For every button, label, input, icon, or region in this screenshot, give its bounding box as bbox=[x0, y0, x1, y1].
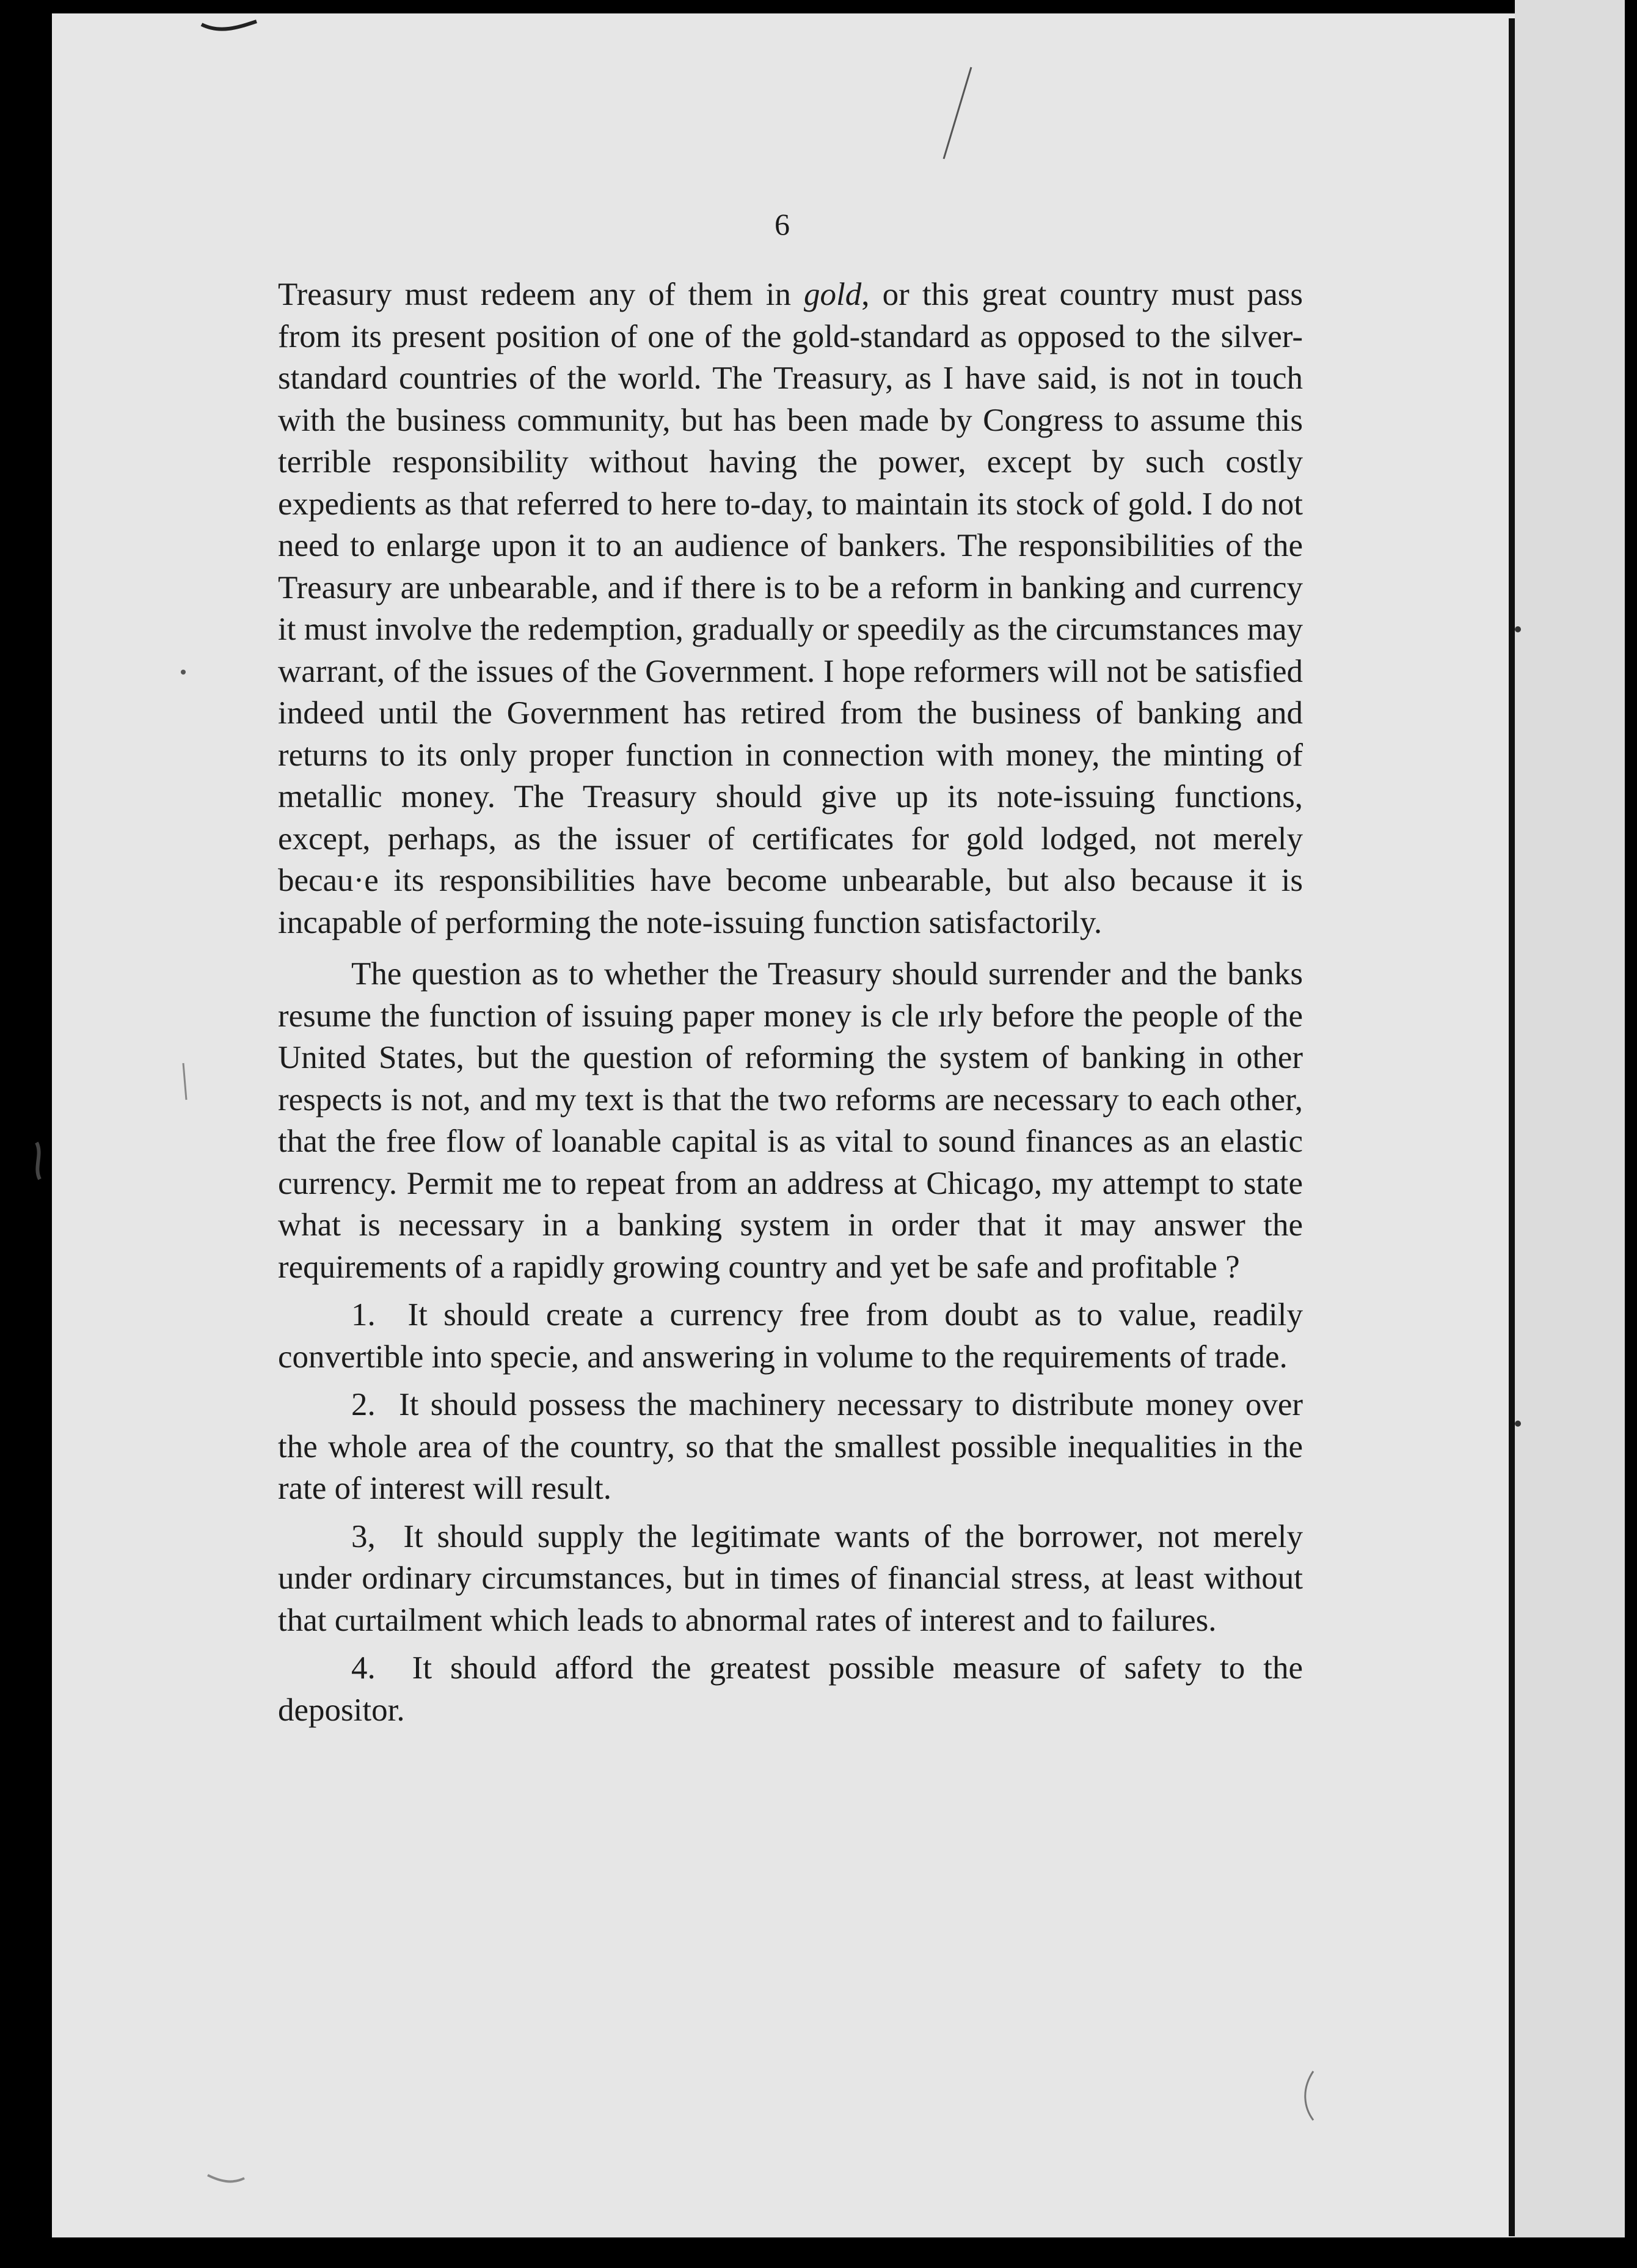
paragraph-text-rest: , or this great country must pass from its present position of one of the gold-standard as opposed to the silver-standard countries of the world. The Treasury, as I have said, is not in touch with the business community, but has been made by Congress to assume this terrible responsibility without having the power, except by such costly expedients as that referred to here to-day, to maintain its stock of gold. I do not need to enlarge upon it to an audience of bankers. The responsibilities of the Treasury are unbearable, and if there is to be a reform in banking and currency it must involve the redemption, gradually or speedily as the circumstances may warrant, of the issues of the Government. I hope reformers will not be satisfied indeed until the Government has retired from the business of banking and returns to its only proper function in connection with money, the minting of metallic money. The Treasury should give up its note-issuing functions, except, perhaps, as the issuer of certificates for gold lodged, not merely becau·e its responsibilities have become unbearable, but also because it is incapable of performing the note-issuing function satisfactorily. bbox=[278, 277, 1303, 940]
list-item bbox=[278, 1384, 1303, 1510]
page-number: 6 bbox=[775, 207, 790, 241]
list-item-number: 3, bbox=[351, 1518, 376, 1554]
list-item-number: 2. bbox=[351, 1387, 376, 1422]
list-item-text: It should create a currency free from doubt as to value, readily convertible into specie, and answering in volume to the requirements of trade. bbox=[278, 1297, 1303, 1375]
list-item-number: 1. bbox=[351, 1297, 376, 1333]
paragraph: The question as to whether the Treasury should surrender and the banks resume the function of issuing paper money is cle ırly before the people of the United States, but the question of reforming the system of banking in other respects is not, and my text is that the two reforms are necessary to each other, that the free flow of loanable capital is as vital to sound finances as an elastic currency. Permit me to repeat from an address at Chicago, my attempt to state what is necessary in a banking system in order that it may answer the requirements of a rapidly growing country and yet be safe and profitable ? bbox=[278, 956, 1303, 1285]
paragraph bbox=[278, 274, 1303, 943]
body-text bbox=[278, 274, 1303, 1731]
list-item bbox=[278, 1647, 1303, 1731]
list-item-number: 4. bbox=[351, 1650, 376, 1686]
list-item-text: It should afford the greatest possible measure of safety to the depositor. bbox=[278, 1650, 1303, 1728]
list-item bbox=[278, 1516, 1303, 1642]
list-item-text: It should supply the legitimate wants of the borrower, not merely under ordinary circumstances, but in times of financial stress, at least without that curtailment which leads to abnormal rates of interest and to failures. bbox=[278, 1518, 1303, 1638]
paragraph-text-start: Treasury must redeem any of them in bbox=[278, 277, 804, 312]
italic-word: gold bbox=[804, 277, 862, 312]
list-item-text: It should possess the machinery necessary to distribute money over the whole area of the country, so that the smallest possible inequalities in the rate of interest will result. bbox=[278, 1387, 1303, 1506]
list-item bbox=[278, 1294, 1303, 1378]
